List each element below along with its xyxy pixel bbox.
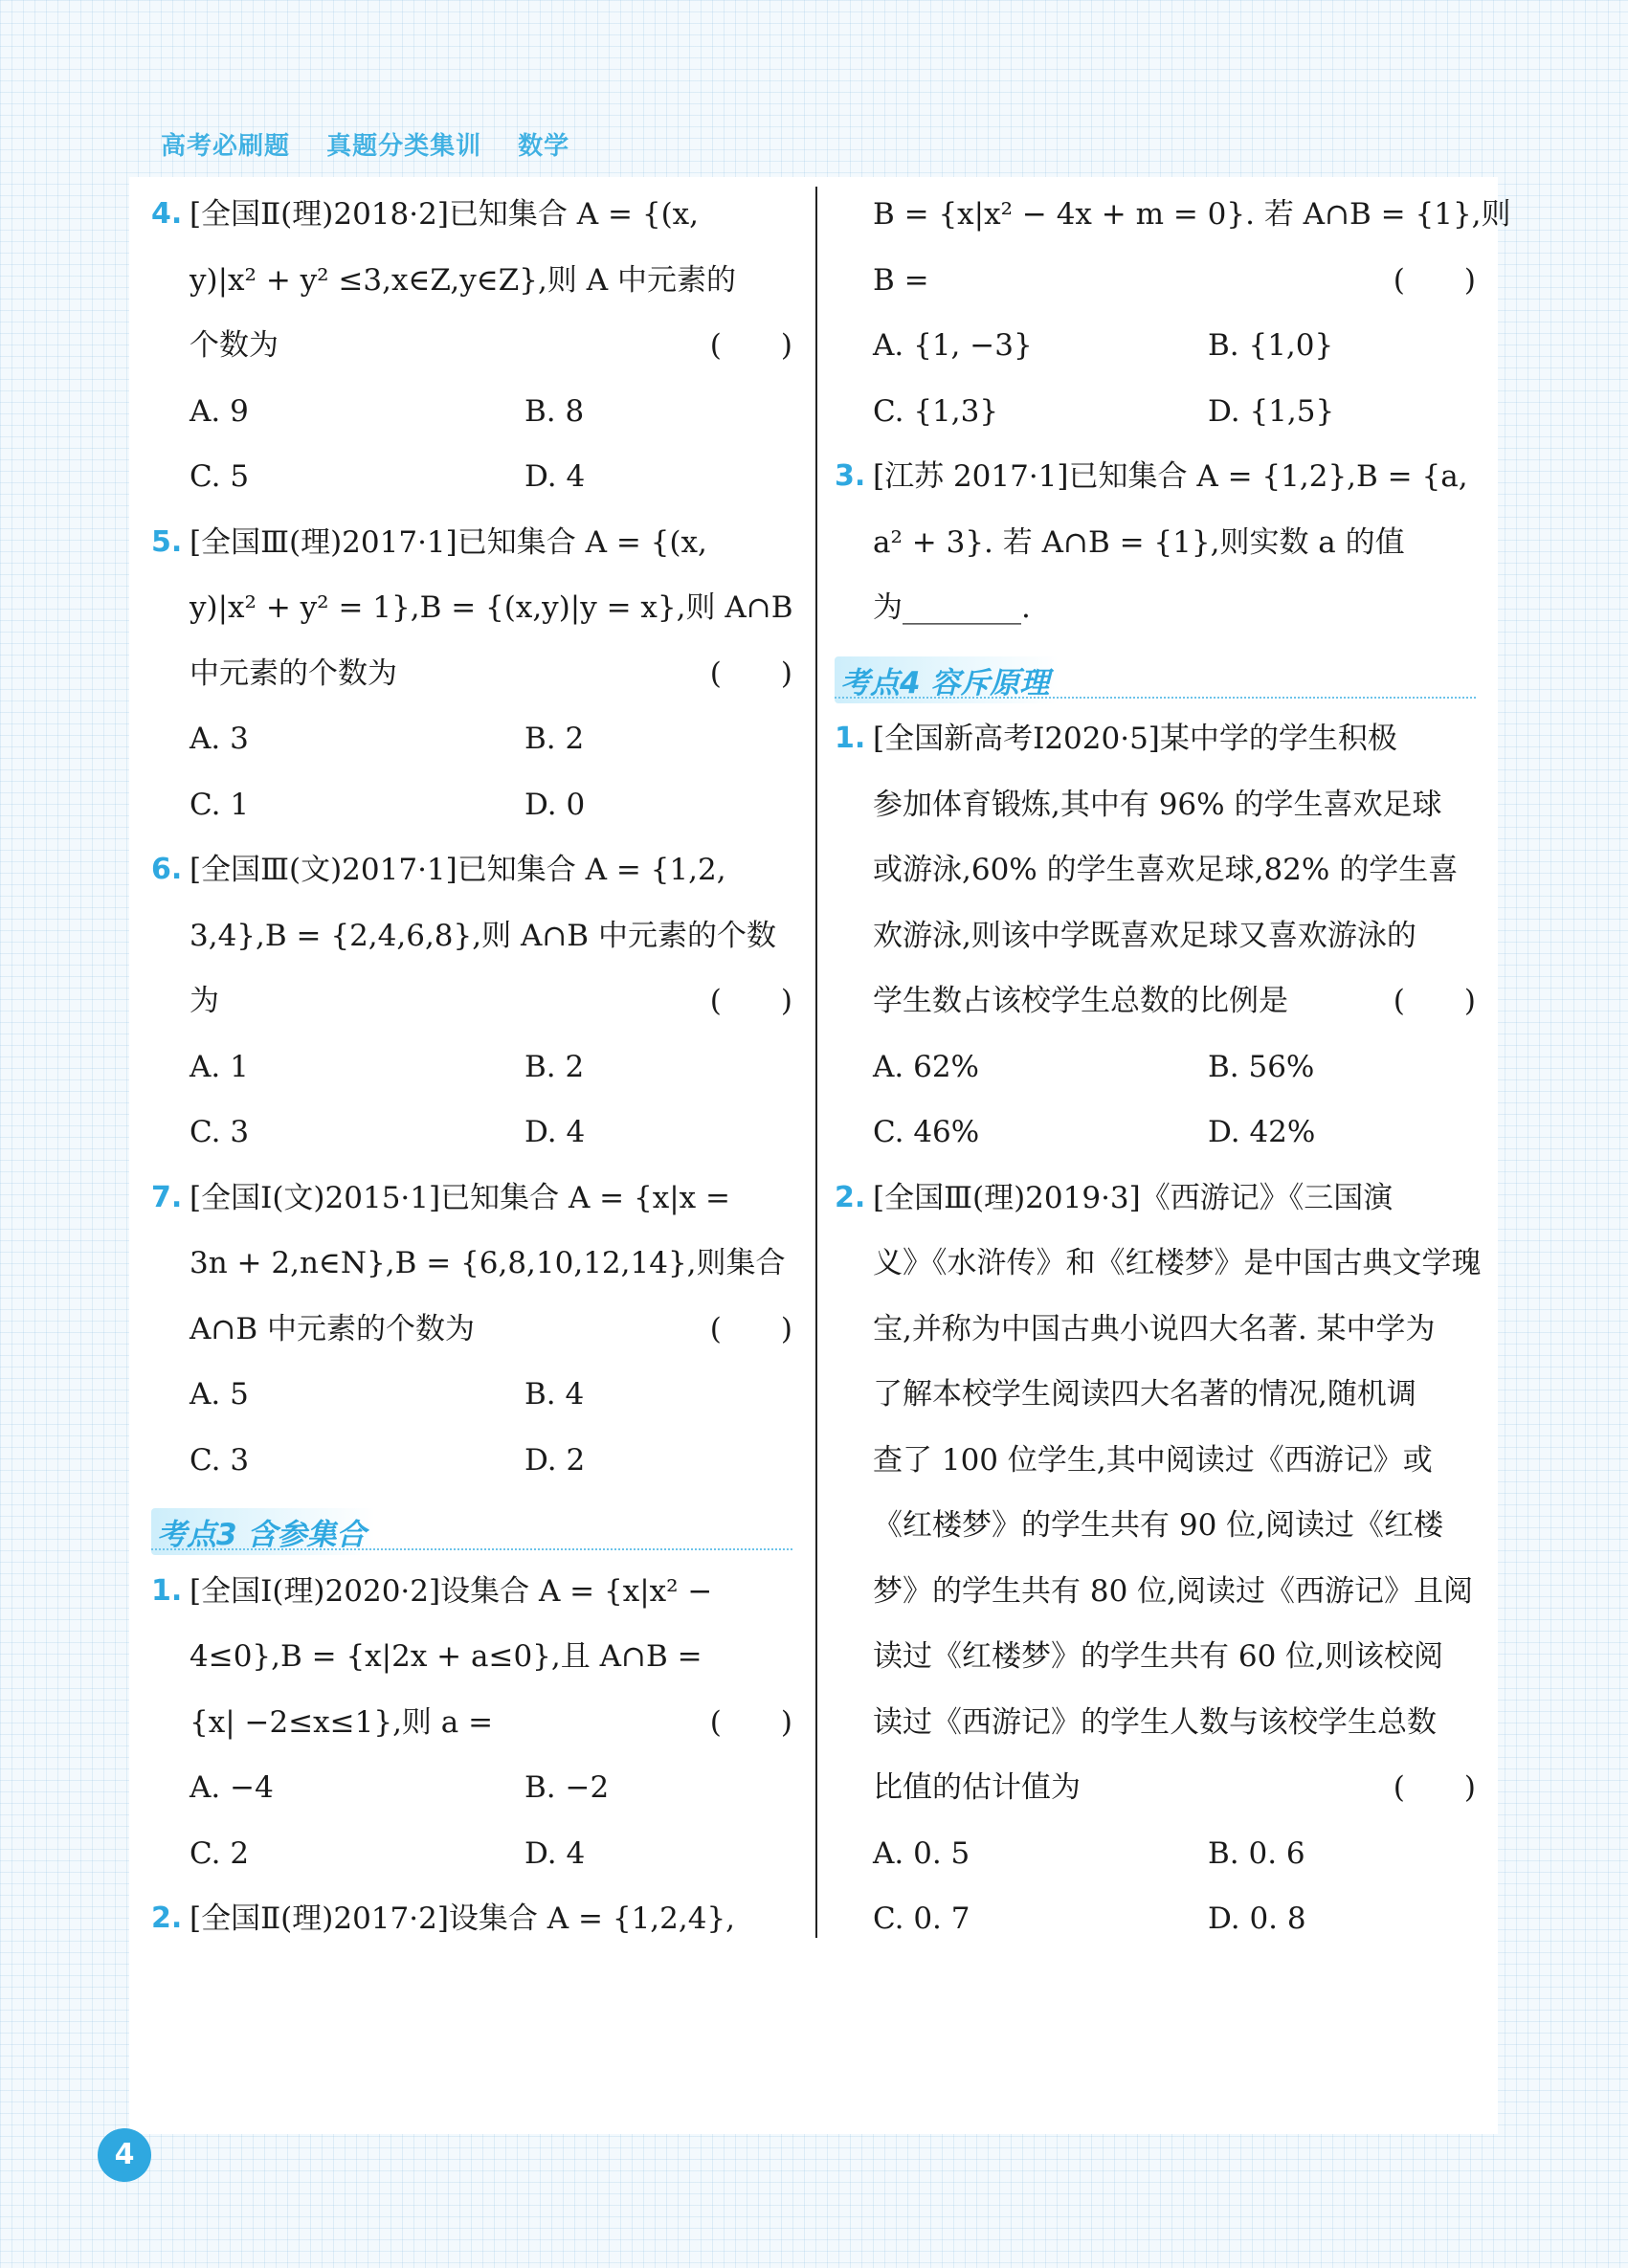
option-b: B. 2: [524, 722, 585, 756]
question-line: [835, 772, 1476, 838]
question-line: [151, 182, 792, 248]
question-line: [835, 837, 1476, 903]
question-line: [835, 968, 1476, 1034]
question-line: [151, 1166, 792, 1232]
options-row: [835, 1100, 1476, 1166]
question-text: 欢游泳,则该中学既喜欢足球又喜欢游泳的: [873, 918, 1416, 953]
option-a: A. 5: [190, 1377, 249, 1412]
question-line: [835, 182, 1511, 248]
option-a: A. {1, −3}: [873, 328, 1033, 363]
option-c: C. 46%: [873, 1115, 980, 1149]
right-column: [835, 182, 1511, 1952]
question-line: [835, 248, 1476, 314]
question-line: [151, 837, 792, 903]
question-text: [全国Ⅲ(文)2017·1]已知集合 A = {1,2,: [190, 853, 726, 887]
option-d: D. 4: [524, 1115, 586, 1149]
section-title: 考点4 容斥原理: [835, 656, 1059, 703]
question-line: [835, 1493, 1476, 1559]
option-d: D. 42%: [1208, 1115, 1316, 1149]
question-line: [835, 1166, 1476, 1232]
section-heading: [151, 1493, 792, 1559]
question-line: [151, 575, 792, 641]
options-row: [151, 1362, 792, 1428]
question-text: 学生数占该校学生总数的比例是: [873, 984, 1288, 1018]
question-line: [835, 1428, 1476, 1494]
question-text: [全国Ⅰ(文)2015·1]已知集合 A = {x|x =: [190, 1180, 730, 1215]
answer-bracket: ( ): [1393, 1770, 1476, 1805]
question-text: [全国Ⅱ(理)2018·2]已知集合 A = {(x,: [190, 197, 699, 232]
option-c: C. 3: [190, 1115, 250, 1149]
question-line: [835, 444, 1476, 510]
question-text: 3,4},B = {2,4,6,8},则 A∩B 中元素的个数: [190, 918, 776, 953]
option-c: C. 1: [190, 787, 250, 822]
header-book-title: 高考必刷题: [161, 132, 291, 161]
question-text: [全国Ⅲ(理)2017·1]已知集合 A = {(x,: [190, 524, 707, 560]
question-number: 1.: [151, 1573, 183, 1608]
question-line: [151, 1559, 792, 1625]
question-line: [835, 575, 1476, 641]
option-d: D. {1,5}: [1208, 393, 1335, 429]
question-text: B = {x|x² − 4x + m = 0}. 若 A∩B = {1},则: [873, 197, 1511, 232]
question-text: 参加体育锻炼,其中有 96% 的学生喜欢足球: [873, 787, 1442, 822]
question-line: [151, 1690, 792, 1756]
answer-bracket: ( ): [709, 1311, 792, 1346]
option-d: D. 0: [524, 787, 586, 822]
question-line: [151, 1297, 792, 1363]
question-number: 2.: [835, 1180, 866, 1214]
question-text: [全国Ⅲ(理)2019·3]《西游记》《三国演: [873, 1180, 1394, 1215]
option-c: C. 2: [190, 1835, 250, 1871]
question-line: [151, 1624, 792, 1690]
question-line: [835, 1624, 1476, 1690]
question-line: [151, 1231, 792, 1297]
question-number: 3.: [835, 459, 866, 493]
option-b: B. 8: [524, 393, 585, 429]
question-text: 宝,并称为中国古典小说四大名著. 某中学为: [873, 1311, 1436, 1346]
question-line: [835, 510, 1476, 576]
question-line: [835, 1231, 1482, 1297]
question-text: 读过《红楼梦》的学生共有 60 位,则该校阅: [873, 1639, 1444, 1674]
answer-bracket: ( ): [709, 656, 792, 691]
question-line: [835, 1559, 1476, 1625]
options-row: [151, 1821, 792, 1887]
question-text: [江苏 2017·1]已知集合 A = {1,2},B = {a,: [873, 459, 1468, 494]
options-row: [835, 313, 1476, 379]
question-text: 梦》的学生共有 80 位,阅读过《西游记》且阅: [873, 1573, 1474, 1609]
options-row: [151, 1034, 792, 1101]
page-number-badge: 4: [98, 2128, 151, 2182]
option-a: A. 3: [190, 722, 249, 756]
option-c: C. 3: [190, 1442, 250, 1478]
question-text: 或游泳,60% 的学生喜欢足球,82% 的学生喜: [873, 853, 1459, 887]
options-row: [151, 1100, 792, 1166]
answer-bracket: ( ): [1393, 984, 1476, 1018]
option-a: A. −4: [190, 1770, 274, 1805]
option-b: B. 56%: [1208, 1049, 1315, 1084]
options-row: [151, 444, 792, 510]
question-text: 了解本校学生阅读四大名著的情况,随机调: [873, 1377, 1416, 1412]
option-d: D. 2: [524, 1442, 586, 1478]
options-row: [835, 1821, 1476, 1887]
left-column: [151, 182, 792, 1952]
question-line: [835, 903, 1476, 969]
question-text: B =: [873, 262, 929, 298]
question-number: 6.: [151, 853, 183, 886]
option-a: A. 0. 5: [873, 1835, 970, 1871]
question-text: {x| −2≤x≤1},则 a =: [190, 1704, 494, 1740]
question-text: 为________.: [873, 590, 1031, 625]
question-line: [151, 968, 792, 1034]
options-row: [151, 772, 792, 838]
question-text: 中元素的个数为: [190, 656, 397, 691]
option-b: B. 0. 6: [1208, 1835, 1305, 1871]
options-row: [151, 379, 792, 445]
option-d: D. 4: [524, 459, 586, 494]
options-row: [835, 1034, 1476, 1101]
question-text: a² + 3}. 若 A∩B = {1},则实数 a 的值: [873, 524, 1405, 560]
options-row: [835, 1886, 1476, 1952]
option-c: C. 0. 7: [873, 1901, 970, 1936]
question-line: [835, 1362, 1476, 1428]
answer-bracket: ( ): [1393, 262, 1476, 298]
option-b: B. −2: [524, 1770, 610, 1805]
question-text: 4≤0},B = {x|2x + a≤0},且 A∩B =: [190, 1639, 702, 1674]
question-text: 《红楼梦》的学生共有 90 位,阅读过《红楼: [873, 1508, 1444, 1543]
option-b: B. {1,0}: [1208, 328, 1334, 363]
question-line: [151, 1886, 792, 1952]
option-c: C. 5: [190, 459, 250, 494]
question-line: [151, 641, 792, 707]
section-title: 考点3 含参集合: [151, 1508, 375, 1555]
question-line: [835, 1297, 1476, 1363]
option-b: B. 4: [524, 1377, 585, 1412]
question-line: [151, 248, 792, 314]
options-row: [151, 706, 792, 772]
question-text: 义》《水浒传》和《红楼梦》是中国古典文学瑰: [873, 1246, 1482, 1280]
page-header: [161, 126, 596, 162]
option-b: B. 2: [524, 1049, 585, 1084]
question-line: [835, 1755, 1476, 1821]
question-line: [151, 510, 792, 576]
question-line: [151, 903, 792, 969]
question-text: 个数为: [190, 328, 279, 363]
question-text: y)|x² + y² = 1},B = {(x,y)|y = x},则 A∩B: [190, 590, 793, 625]
option-d: D. 0. 8: [1208, 1901, 1306, 1936]
section-rule: [151, 1548, 792, 1550]
question-text: 比值的估计值为: [873, 1770, 1081, 1805]
question-number: 4.: [151, 197, 183, 231]
option-c: C. {1,3}: [873, 393, 999, 429]
question-text: y)|x² + y² ≤3,x∈Z,y∈Z},则 A 中元素的: [190, 262, 736, 298]
section-rule: [835, 697, 1476, 699]
question-number: 1.: [835, 722, 866, 755]
header-subject: 数学: [518, 132, 570, 161]
options-row: [835, 379, 1476, 445]
options-row: [151, 1428, 792, 1494]
option-a: A. 1: [190, 1049, 249, 1084]
column-divider: [815, 187, 817, 1938]
options-row: [151, 1755, 792, 1821]
answer-bracket: ( ): [709, 984, 792, 1018]
header-series-title: 真题分类集训: [326, 132, 482, 161]
question-text: 读过《西游记》的学生人数与该校学生总数: [873, 1704, 1437, 1740]
answer-bracket: ( ): [709, 328, 792, 363]
question-text: A∩B 中元素的个数为: [190, 1311, 475, 1346]
question-line: [151, 313, 792, 379]
option-a: A. 9: [190, 393, 249, 429]
question-line: [835, 1690, 1476, 1756]
answer-bracket: ( ): [709, 1704, 792, 1740]
question-text: 3n + 2,n∈N},B = {6,8,10,12,14},则集合: [190, 1246, 786, 1280]
question-number: 5.: [151, 524, 183, 559]
question-text: [全国新高考Ⅰ2020·5]某中学的学生积极: [873, 722, 1397, 756]
question-text: 为: [190, 984, 219, 1018]
question-line: [835, 706, 1476, 772]
option-a: A. 62%: [873, 1049, 979, 1084]
question-text: [全国Ⅱ(理)2017·2]设集合 A = {1,2,4},: [190, 1901, 736, 1936]
question-number: 2.: [151, 1901, 183, 1935]
question-text: [全国Ⅰ(理)2020·2]设集合 A = {x|x² −: [190, 1573, 713, 1609]
option-d: D. 4: [524, 1835, 586, 1871]
question-text: 查了 100 位学生,其中阅读过《西游记》或: [873, 1442, 1433, 1478]
question-number: 7.: [151, 1180, 183, 1214]
section-heading: [835, 641, 1476, 707]
